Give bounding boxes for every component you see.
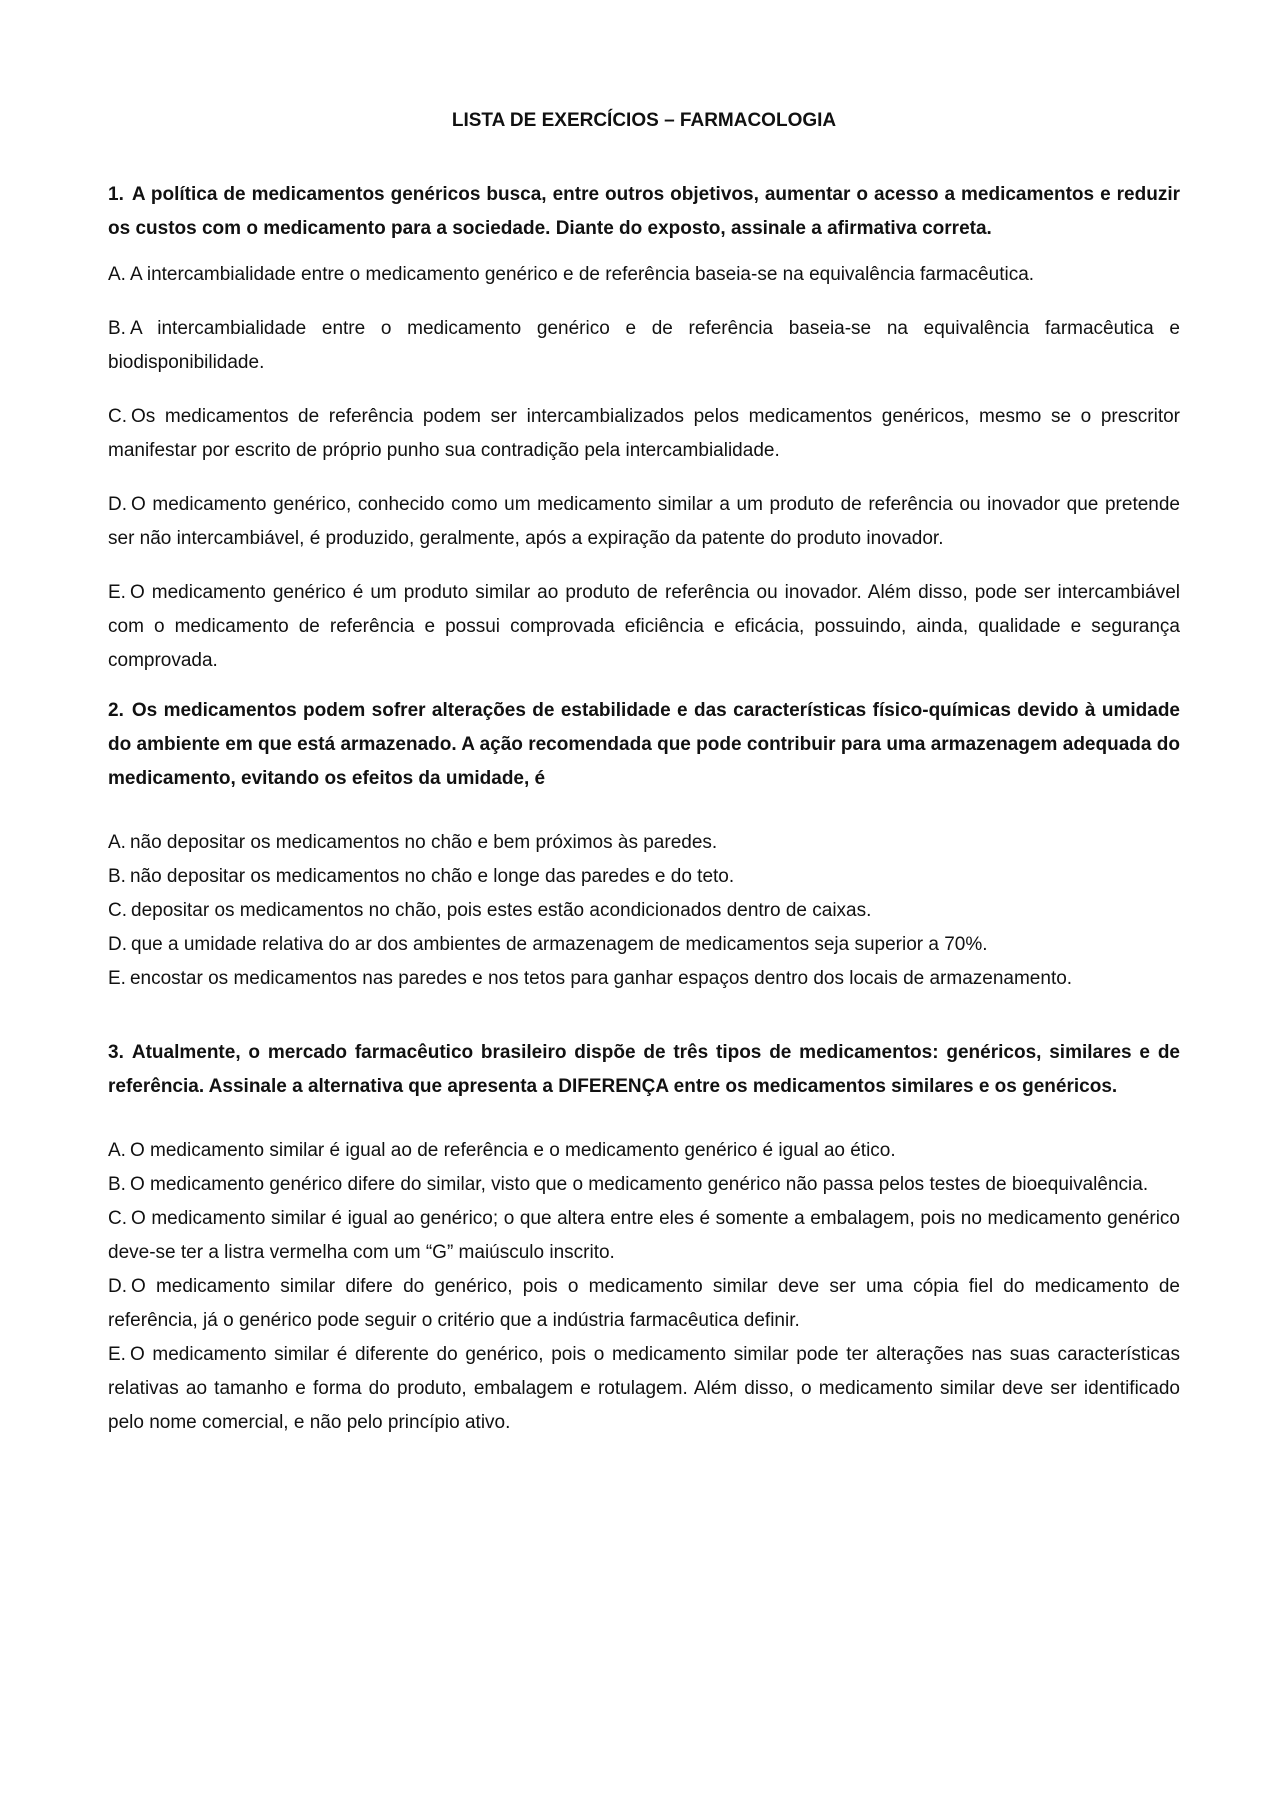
- question-2-statement: [108, 694, 1180, 796]
- question-3-option-a: A. O medicamento similar é igual ao de referência e o medicamento genérico é igual ao ético.: [108, 1140, 896, 1161]
- question-2-option-d: D. que a umidade relativa do ar dos ambientes de armazenagem de medicamentos seja superior a 70%.: [108, 934, 988, 955]
- question-1-option-c: C. Os medicamentos de referência podem ser intercambializados pelos medicamentos genéricos, mesmo se o prescritor manifestar por escrito de próprio punho sua contradição pela intercambialidade.: [108, 406, 1180, 461]
- question-1-option-d: D. O medicamento genérico, conhecido como um medicamento similar a um produto de referência ou inovador que pretende ser não intercambiável, é produzido, geralmente, após a expiração da patente do produto inovador.: [108, 494, 1180, 549]
- question-1-number: 1.: [108, 184, 124, 205]
- question-2-option-e: E. encostar os medicamentos nas paredes e nos tetos para ganhar espaços dentro dos locais de armazenamento.: [108, 968, 1073, 989]
- question-3-text: Atualmente, o mercado farmacêutico brasileiro dispõe de três tipos de medicamentos: genéricos, similares e de referência. Assinale a alternativa que apresenta a DIFERENÇA entre os medicamentos similares e os genéricos.: [108, 1042, 1180, 1097]
- question-3-number: 3.: [108, 1042, 124, 1063]
- question-3-option-b: B. O medicamento genérico difere do similar, visto que o medicamento genérico não passa pelos testes de bioequivalência.: [108, 1174, 1149, 1195]
- question-1-statement: [108, 178, 1180, 246]
- question-2-option-c: C. depositar os medicamentos no chão, pois estes estão acondicionados dentro de caixas.: [108, 900, 872, 921]
- question-3-options: [108, 1134, 1180, 1440]
- question-3-option-c: C. O medicamento similar é igual ao genérico; o que altera entre eles é somente a embalagem, pois no medicamento genérico deve-se ter a listra vermelha com um “G” maiúsculo inscrito.: [108, 1208, 1180, 1263]
- question-1: [108, 178, 1180, 678]
- question-1-option-a: A. A intercambialidade entre o medicamento genérico e de referência baseia-se na equivalência farmacêutica.: [108, 264, 1035, 285]
- question-2-option-a: A. não depositar os medicamentos no chão e bem próximos às paredes.: [108, 832, 718, 853]
- question-1-text: A política de medicamentos genéricos busca, entre outros objetivos, aumentar o acesso a medicamentos e reduzir os custos com o medicamento para a sociedade. Diante do exposto, assinale a afirmativa correta.: [108, 184, 1180, 239]
- question-3-option-d: D. O medicamento similar difere do genérico, pois o medicamento similar deve ser uma cópia fiel do medicamento de referência, já o genérico pode seguir o critério que a indústria farmacêutica definir.: [108, 1276, 1180, 1331]
- question-1-option-b: B. A intercambialidade entre o medicamento genérico e de referência baseia-se na equivalência farmacêutica e biodisponibilidade.: [108, 318, 1180, 373]
- question-1-option-e: E. O medicamento genérico é um produto similar ao produto de referência ou inovador. Além disso, pode ser intercambiável com o medicamento de referência e possui comprovada eficiência e eficácia, possuindo, ainda, qualidade e segurança comprovada.: [108, 582, 1180, 671]
- question-2: [108, 694, 1180, 996]
- page-title: LISTA DE EXERCÍCIOS – FARMACOLOGIA: [451, 110, 837, 131]
- question-2-option-b: B. não depositar os medicamentos no chão e longe das paredes e do teto.: [108, 866, 735, 887]
- question-2-number: 2.: [108, 700, 124, 721]
- question-2-options: [108, 826, 1180, 996]
- question-3-statement: [108, 1036, 1180, 1104]
- question-2-text: Os medicamentos podem sofrer alterações de estabilidade e das características físico-químicas devido à umidade do ambiente em que está armazenado. A ação recomendada que pode contribuir para uma armazenagem adequada do medicamento, evitando os efeitos da umidade, é: [108, 700, 1180, 789]
- question-3: [108, 1036, 1180, 1440]
- question-1-options: [108, 258, 1180, 678]
- document-page: [108, 108, 1180, 1440]
- question-3-option-e: E. O medicamento similar é diferente do genérico, pois o medicamento similar pode ter alterações nas suas características relativas ao tamanho e forma do produto, embalagem e rotulagem. Além disso, o medicamento similar deve ser identificado pelo nome comercial, e não pelo princípio ativo.: [108, 1344, 1180, 1433]
